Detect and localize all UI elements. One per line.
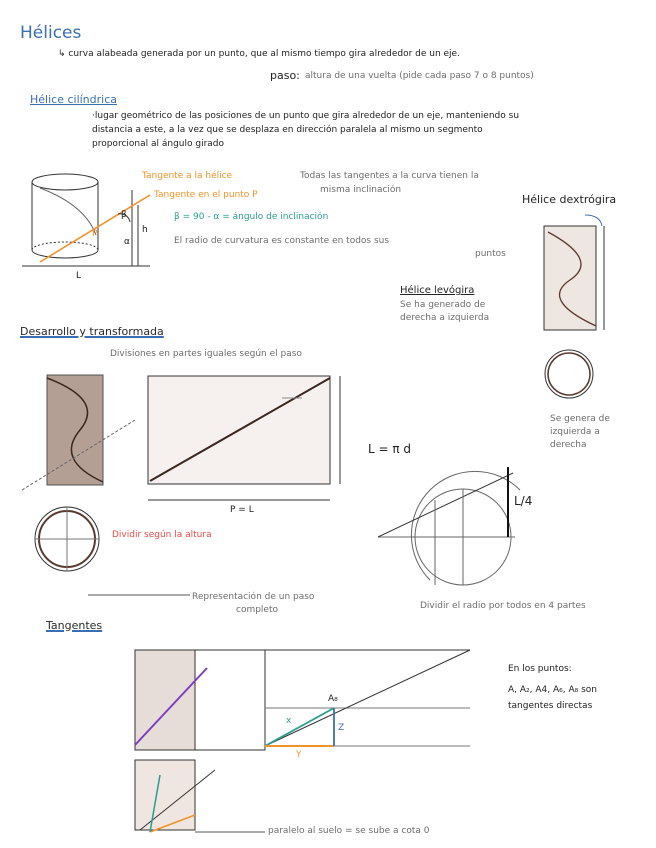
divisiones-note: Divisiones en partes iguales según el paso xyxy=(110,349,302,359)
paso-label: paso: xyxy=(270,69,300,82)
levogira-title: Hélice levógira xyxy=(400,285,475,296)
tangente-helice: Tangente a la hélice xyxy=(142,171,233,181)
label-beta: β xyxy=(121,210,127,220)
paso-text: altura de una vuelta (pide cada paso 7 o 8 puntos) xyxy=(305,71,534,81)
dividir-altura: Dividir según la altura xyxy=(112,530,212,540)
levogira-note-1: Se ha generado de xyxy=(400,300,486,310)
cilindrica-desc-1: ·lugar geométrico de las posiciones de un punto que gira alrededor de un eje, manteniendo su xyxy=(92,111,520,121)
label-x: x xyxy=(286,716,292,726)
cilindrica-heading: Hélice cilíndrica xyxy=(30,93,118,106)
helix-definition: ↳ curva alabeada generada por un punto, que al mismo tiempo gira alrededor de un eje. xyxy=(58,49,460,59)
label-A8: A₈ xyxy=(328,694,338,704)
formula-L: L = π d xyxy=(368,442,412,456)
levogira-note-2: derecha a izquierda xyxy=(400,313,490,323)
tangentes-note-1: Todas las tangentes a la curva tienen la xyxy=(300,171,479,181)
paralela-note: paralelo al suelo = se sube a cota 0 xyxy=(268,826,430,836)
label-P: P xyxy=(92,229,98,239)
tangentes-heading: Tangentes xyxy=(46,619,103,632)
dextrogira-note-1: Se genera de xyxy=(550,414,610,424)
label-L: L xyxy=(76,271,82,281)
tangentes-drawing xyxy=(135,650,470,832)
page-title: Hélices xyxy=(20,23,82,43)
puntos-1: En los puntos: xyxy=(508,664,572,674)
representacion-1: Representación de un paso xyxy=(192,592,315,602)
label-alpha: α xyxy=(124,237,130,247)
radio-note-2: puntos xyxy=(475,249,506,259)
label-quarter: L/4 xyxy=(514,494,533,508)
construction-circle xyxy=(378,467,520,585)
dividir-radio: Dividir el radio por todos en 4 partes xyxy=(420,601,586,611)
cilindrica-desc-2: distancia a este, a la vez que se desplaza en dirección paralela al mismo un segmento xyxy=(92,125,483,135)
dextrogira-title: Hélice dextrógira xyxy=(522,193,617,206)
cylinder-sketch xyxy=(22,174,150,266)
label-paso: P = L xyxy=(230,505,254,515)
representacion-2: completo xyxy=(236,605,279,615)
desarrollo-rect xyxy=(148,376,340,500)
beta-formula: β = 90 - α = ángulo de inclinación xyxy=(174,212,329,222)
desarrollo-heading: Desarrollo y transformada xyxy=(20,325,164,338)
dextrogira-note-3: derecha xyxy=(550,440,587,450)
tangente-punto: Tangente en el punto P xyxy=(154,190,258,200)
radio-note-1: El radio de curvatura es constante en todos sus xyxy=(174,236,390,246)
puntos-3: tangentes directas xyxy=(508,701,593,711)
label-h: h xyxy=(142,225,148,235)
dextrogira-note-2: izquierda a xyxy=(550,427,600,437)
puntos-2: A, A₂, A4, A₆, A₈ son xyxy=(508,685,597,695)
label-z: Z xyxy=(338,723,345,733)
tangentes-note-2: misma inclinación xyxy=(320,185,402,195)
dextrogira-sketch xyxy=(544,215,604,398)
label-y: Y xyxy=(296,750,302,760)
cilindrica-desc-3: proporcional al ángulo girado xyxy=(92,139,225,149)
